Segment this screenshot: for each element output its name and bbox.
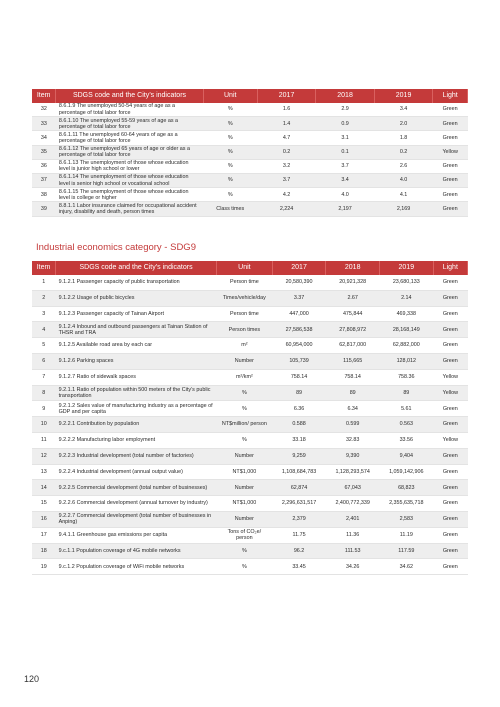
cell-y2017: 33.18: [272, 432, 326, 448]
cell-unit: %: [216, 401, 272, 417]
cell-y2018: 20,921,328: [326, 275, 380, 290]
cell-y2018: 2.67: [326, 290, 380, 306]
cell-indicator: 9.1.2.7 Ratio of sidewalk spaces: [56, 369, 217, 385]
column-header-light: Light: [433, 89, 468, 103]
cell-indicator: 9.2.2.4 Industrial development (annual output value): [56, 464, 217, 480]
cell-item: 38: [32, 188, 56, 202]
cell-light: Green: [433, 290, 467, 306]
cell-y2018: 0.599: [326, 417, 380, 433]
cell-y2018: 3.7: [316, 159, 375, 173]
table-row: [32, 338, 468, 354]
cell-y2018: 2,197: [316, 202, 375, 216]
table-row: [32, 511, 468, 527]
cell-light: Green: [433, 117, 468, 131]
cell-item: 34: [32, 131, 56, 145]
cell-item: 35: [32, 145, 56, 159]
cell-indicator: 9.c.1.2 Population coverage of WiFi mobile networks: [56, 559, 217, 575]
cell-unit: Number: [216, 480, 272, 496]
cell-unit: %: [203, 117, 257, 131]
cell-light: Yellow: [433, 369, 467, 385]
cell-item: 1: [32, 275, 56, 290]
column-header-item: Item: [32, 89, 56, 103]
cell-indicator: 8.6.1.15 The unemployment of those whose education level is college or higher: [56, 188, 203, 202]
column-header-y2019: 2019: [380, 261, 434, 275]
table-row: [32, 306, 468, 322]
table-row: [32, 527, 468, 543]
cell-y2019: 1.8: [374, 131, 433, 145]
cell-indicator: 9.2.2.3 Industrial development (total number of factories): [56, 448, 217, 464]
cell-unit: %: [203, 173, 257, 187]
cell-item: 32: [32, 103, 56, 117]
table-row: [32, 385, 468, 401]
cell-y2017: 60,954,000: [272, 338, 326, 354]
cell-light: Green: [433, 543, 467, 559]
cell-y2018: 2,401: [326, 511, 380, 527]
cell-unit: %: [203, 188, 257, 202]
cell-unit: %: [203, 159, 257, 173]
cell-light: Green: [433, 306, 467, 322]
cell-item: 36: [32, 159, 56, 173]
cell-indicator: 9.2.2.2 Manufacturing labor employment: [56, 432, 217, 448]
column-header-indicator: SDGS code and the City’s indicators: [56, 89, 203, 103]
cell-y2018: 67,043: [326, 480, 380, 496]
cell-light: Green: [433, 202, 468, 216]
cell-indicator: 9.2.2.1 Contribution by population: [56, 417, 217, 433]
cell-item: 14: [32, 480, 56, 496]
cell-item: 2: [32, 290, 56, 306]
cell-y2017: 1.4: [257, 117, 316, 131]
cell-y2017: 2,224: [257, 202, 316, 216]
cell-item: 8: [32, 385, 56, 401]
cell-unit: Times/vehicle/day: [216, 290, 272, 306]
cell-indicator: 8.8.1.1 Labor insurance claimed for occupational accident injury, disability and death, person times: [56, 202, 203, 216]
cell-indicator: 9.4.1.1 Greenhouse gas emissions per capita: [56, 527, 217, 543]
cell-y2018: 0.1: [316, 145, 375, 159]
cell-y2019: 62,882,000: [380, 338, 434, 354]
cell-item: 3: [32, 306, 56, 322]
column-header-unit: Unit: [203, 89, 257, 103]
cell-indicator: 9.2.2.7 Commercial development (total number of businesses in Anping): [56, 511, 217, 527]
cell-unit: %: [216, 559, 272, 575]
cell-item: 37: [32, 173, 56, 187]
cell-y2019: 3.4: [374, 103, 433, 117]
cell-y2019: 5.61: [380, 401, 434, 417]
cell-indicator: 8.6.1.10 The unemployed 55-59 years of age as a percentage of total labor force: [56, 117, 203, 131]
cell-item: 13: [32, 464, 56, 480]
cell-y2019: 23,680,133: [380, 275, 434, 290]
cell-y2018: 89: [326, 385, 380, 401]
cell-y2019: 469,338: [380, 306, 434, 322]
cell-y2017: 4.2: [257, 188, 316, 202]
cell-y2019: 2,169: [374, 202, 433, 216]
cell-item: 7: [32, 369, 56, 385]
cell-y2019: 758.36: [380, 369, 434, 385]
cell-item: 9: [32, 401, 56, 417]
cell-y2017: 2,379: [272, 511, 326, 527]
cell-light: Green: [433, 448, 467, 464]
cell-item: 11: [32, 432, 56, 448]
cell-y2017: 758.14: [272, 369, 326, 385]
column-header-y2017: 2017: [272, 261, 326, 275]
table-header-row: [32, 261, 468, 275]
cell-unit: Tons of CO₂e/ person: [216, 527, 272, 543]
cell-y2019: 34.62: [380, 559, 434, 575]
cell-unit: %: [203, 145, 257, 159]
cell-unit: Number: [216, 448, 272, 464]
table-row: [32, 145, 468, 159]
cell-item: 16: [32, 511, 56, 527]
cell-y2019: 1,059,142,906: [380, 464, 434, 480]
column-header-y2019: 2019: [374, 89, 433, 103]
cell-indicator: 9.1.2.2 Usage of public bicycles: [56, 290, 217, 306]
page-number: 120: [24, 674, 40, 684]
table-row: [32, 103, 468, 117]
cell-y2017: 9,259: [272, 448, 326, 464]
cell-unit: Person time: [216, 306, 272, 322]
cell-item: 19: [32, 559, 56, 575]
unemployment-indicators-table: [32, 89, 468, 217]
cell-light: Yellow: [433, 145, 468, 159]
cell-y2018: 27,808,972: [326, 322, 380, 338]
cell-y2017: 27,586,538: [272, 322, 326, 338]
cell-y2018: 3.1: [316, 131, 375, 145]
cell-y2018: 2,400,772,339: [326, 496, 380, 512]
cell-item: 10: [32, 417, 56, 433]
cell-light: Green: [433, 496, 467, 512]
cell-light: Green: [433, 159, 468, 173]
table-row: [32, 188, 468, 202]
cell-y2017: 6.36: [272, 401, 326, 417]
column-header-indicator: SDGS code and the City’s indicators: [56, 261, 217, 275]
cell-indicator: 8.6.1.14 The unemployment of those whose education level is senior high school or vocational school: [56, 173, 203, 187]
cell-light: Green: [433, 353, 467, 369]
table-row: [32, 117, 468, 131]
column-header-item: Item: [32, 261, 56, 275]
cell-y2017: 96.2: [272, 543, 326, 559]
cell-indicator: 9.c.1.1 Population coverage of 4G mobile networks: [56, 543, 217, 559]
table-row: [32, 496, 468, 512]
cell-indicator: 8.6.1.11 The unemployed 60-64 years of age as a percentage of total labor force: [56, 131, 203, 145]
cell-item: 5: [32, 338, 56, 354]
cell-indicator: 9.1.2.6 Parking spaces: [56, 353, 217, 369]
cell-y2017: 2,296,631,517: [272, 496, 326, 512]
cell-y2018: 2.9: [316, 103, 375, 117]
cell-light: Green: [433, 401, 467, 417]
table-row: [32, 432, 468, 448]
cell-y2017: 3.2: [257, 159, 316, 173]
industrial-economics-table: [32, 261, 468, 575]
cell-y2019: 28,168,149: [380, 322, 434, 338]
cell-y2019: 0.563: [380, 417, 434, 433]
cell-y2019: 2.14: [380, 290, 434, 306]
cell-indicator: 8.6.1.13 The unemployment of those whose education level is junior high school or lower: [56, 159, 203, 173]
table-row: [32, 159, 468, 173]
cell-y2018: 475,844: [326, 306, 380, 322]
cell-light: Green: [433, 103, 468, 117]
column-header-y2017: 2017: [257, 89, 316, 103]
cell-light: Green: [433, 559, 467, 575]
cell-item: 18: [32, 543, 56, 559]
cell-y2019: 4.0: [374, 173, 433, 187]
cell-unit: NT$1,000: [216, 464, 272, 480]
cell-y2018: 11.36: [326, 527, 380, 543]
cell-indicator: 8.6.1.9 The unemployed 50-54 years of age as a percentage of total labor force: [56, 103, 203, 117]
cell-item: 17: [32, 527, 56, 543]
cell-y2017: 0.588: [272, 417, 326, 433]
cell-y2018: 758.14: [326, 369, 380, 385]
column-header-y2018: 2018: [316, 89, 375, 103]
cell-light: Green: [433, 188, 468, 202]
cell-y2019: 2.0: [374, 117, 433, 131]
table-row: [32, 480, 468, 496]
cell-y2018: 32.83: [326, 432, 380, 448]
cell-y2018: 4.0: [316, 188, 375, 202]
cell-y2019: 9,404: [380, 448, 434, 464]
table-row: [32, 322, 468, 338]
cell-y2017: 11.75: [272, 527, 326, 543]
cell-unit: m²: [216, 338, 272, 354]
cell-item: 33: [32, 117, 56, 131]
cell-light: Green: [433, 173, 468, 187]
cell-y2019: 2.6: [374, 159, 433, 173]
cell-indicator: 9.1.2.1 Passenger capacity of public transportation: [56, 275, 217, 290]
cell-unit: %: [203, 131, 257, 145]
table-row: [32, 290, 468, 306]
table-row: [32, 401, 468, 417]
cell-indicator: 9.2.1.1 Ratio of population within 500 meters of the City’s public transportation: [56, 385, 217, 401]
cell-y2017: 62,874: [272, 480, 326, 496]
cell-unit: %: [216, 385, 272, 401]
cell-light: Green: [433, 322, 467, 338]
cell-y2019: 11.19: [380, 527, 434, 543]
table-row: [32, 173, 468, 187]
cell-unit: NT$1,000: [216, 496, 272, 512]
cell-unit: %: [216, 543, 272, 559]
table-row: [32, 417, 468, 433]
cell-indicator: 9.1.2.5 Available road area by each car: [56, 338, 217, 354]
cell-indicator: 9.2.2.5 Commercial development (total number of businesses): [56, 480, 217, 496]
cell-y2017: 1,108,684,783: [272, 464, 326, 480]
table-row: [32, 369, 468, 385]
cell-unit: Person time: [216, 275, 272, 290]
cell-unit: Class times: [203, 202, 257, 216]
cell-light: Yellow: [433, 385, 467, 401]
cell-item: 15: [32, 496, 56, 512]
cell-light: Green: [433, 338, 467, 354]
cell-indicator: 9.2.2.6 Commercial development (annual turnover by industry): [56, 496, 217, 512]
column-header-unit: Unit: [216, 261, 272, 275]
cell-y2018: 0.9: [316, 117, 375, 131]
cell-light: Green: [433, 131, 468, 145]
table-row: [32, 448, 468, 464]
cell-indicator: 9.1.2.3 Passenger capacity of Tainan Airport: [56, 306, 217, 322]
cell-indicator: 9.1.2.4 Inbound and outbound passengers at Tainan Station of THSR and TRA: [56, 322, 217, 338]
table-row: [32, 353, 468, 369]
cell-item: 4: [32, 322, 56, 338]
cell-y2017: 4.7: [257, 131, 316, 145]
cell-item: 6: [32, 353, 56, 369]
cell-light: Green: [433, 527, 467, 543]
cell-unit: Number: [216, 353, 272, 369]
table-row: [32, 464, 468, 480]
cell-y2017: 20,580,390: [272, 275, 326, 290]
cell-item: 39: [32, 202, 56, 216]
cell-item: 12: [32, 448, 56, 464]
cell-y2018: 34.26: [326, 559, 380, 575]
cell-y2017: 89: [272, 385, 326, 401]
cell-y2018: 111.53: [326, 543, 380, 559]
cell-unit: m²/km²: [216, 369, 272, 385]
cell-y2017: 33.45: [272, 559, 326, 575]
cell-y2017: 1.6: [257, 103, 316, 117]
cell-light: Green: [433, 464, 467, 480]
cell-indicator: 9.2.1.2 Sales value of manufacturing industry as a percentage of GDP and per capita: [56, 401, 217, 417]
cell-unit: %: [203, 103, 257, 117]
cell-light: Green: [433, 417, 467, 433]
cell-y2018: 9,390: [326, 448, 380, 464]
table-header-row: [32, 89, 468, 103]
cell-y2019: 68,823: [380, 480, 434, 496]
cell-y2017: 447,000: [272, 306, 326, 322]
table-row: [32, 202, 468, 216]
cell-y2019: 2,583: [380, 511, 434, 527]
cell-unit: Number: [216, 511, 272, 527]
column-header-light: Light: [433, 261, 467, 275]
cell-y2019: 0.2: [374, 145, 433, 159]
cell-y2018: 62,817,000: [326, 338, 380, 354]
table-row: [32, 131, 468, 145]
cell-y2017: 3.37: [272, 290, 326, 306]
cell-y2019: 2,355,635,718: [380, 496, 434, 512]
cell-y2017: 3.7: [257, 173, 316, 187]
table-row: [32, 559, 468, 575]
cell-y2019: 89: [380, 385, 434, 401]
cell-y2018: 1,128,293,574: [326, 464, 380, 480]
table-row: [32, 275, 468, 290]
cell-light: Green: [433, 511, 467, 527]
cell-unit: Person times: [216, 322, 272, 338]
column-header-y2018: 2018: [326, 261, 380, 275]
cell-y2019: 117.59: [380, 543, 434, 559]
cell-light: Green: [433, 275, 467, 290]
cell-y2019: 128,012: [380, 353, 434, 369]
cell-indicator: 8.6.1.12 The unemployed 65 years of age or older as a percentage of total labor force: [56, 145, 203, 159]
cell-y2018: 115,665: [326, 353, 380, 369]
cell-y2019: 4.1: [374, 188, 433, 202]
cell-y2017: 0.2: [257, 145, 316, 159]
cell-light: Green: [433, 480, 467, 496]
section-title: Industrial economics category - SDG9: [36, 242, 196, 253]
cell-unit: NT$million/ person: [216, 417, 272, 433]
cell-light: Yellow: [433, 432, 467, 448]
table-row: [32, 543, 468, 559]
cell-unit: %: [216, 432, 272, 448]
cell-y2017: 105,739: [272, 353, 326, 369]
cell-y2018: 3.4: [316, 173, 375, 187]
cell-y2019: 33.56: [380, 432, 434, 448]
cell-y2018: 6.34: [326, 401, 380, 417]
